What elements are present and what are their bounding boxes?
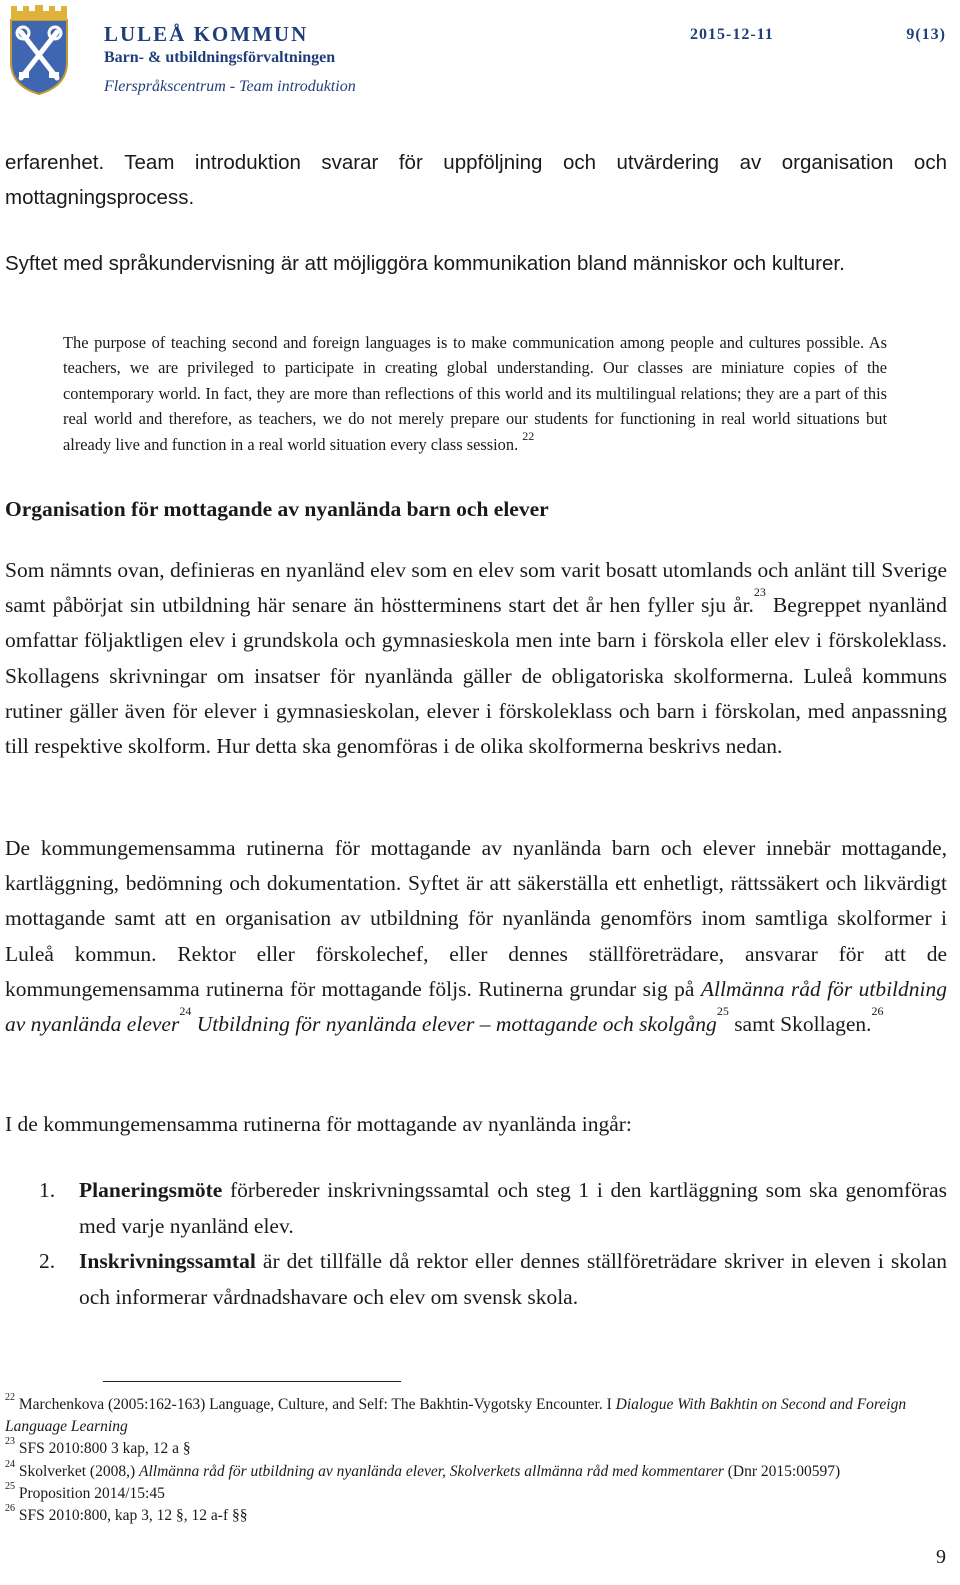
footnote-number: 22: [5, 1392, 15, 1403]
citation-title: Allmänna råd för utbildning av nyanlända elever: [5, 976, 947, 1037]
footnote: [5, 1505, 950, 1527]
footnote-text: Skolverket (2008,): [18, 1462, 139, 1480]
footnote-italic: Allmänna råd för utbildning av nyanlända elever, Skolverkets allmänna råd med kommentarer: [138, 1462, 724, 1480]
footnote-ref[interactable]: 25: [716, 1004, 729, 1019]
footnote-text: (Dnr 2015:00597): [723, 1462, 841, 1480]
quote-text: The purpose of teaching second and foreign languages is to make communication among people and cultures possible. As teachers, we are privileged to participate in creating global understanding. Our classes are miniature copies of the contemporary world. In fact, they are more than reflections of this world and its multilingual relations; they are a part of this real world and therefore, as teachers, we do not merely prepare our students for functioning in real world situations but already live and function in a real world situation every class session.: [63, 333, 887, 454]
footnotes: [5, 1394, 950, 1527]
paragraph-text: De kommungemensamma rutinerna för mottagande av nyanlända barn och elever innebär mottagande, kartläggning, bedömning och dokumentation. Syftet är att säkerställa ett enhetligt, rättssäkert och likvärdigt mottagande samt att en organisation av utbildning för nyanlända genomförs inom samtliga skolformer i Luleå kommun. Rektor eller förskolechef, eller dennes ställföreträdare, ansvarar för att de kommungemensamma rutinerna för mottagande följs. Rutinerna grundar sig på: [5, 836, 947, 1001]
footnote-ref[interactable]: 23: [753, 585, 766, 600]
list-number: 1.: [39, 1178, 56, 1202]
paragraph-continuation: erfarenhet. Team introduktion svarar för uppföljning och utvärdering av organisation och mottagningsprocess.: [5, 151, 947, 209]
footnote-number: 25: [5, 1480, 15, 1492]
unit-name: Flerspråkscentrum - Team introduktion: [104, 78, 356, 95]
paragraph-routines: [5, 831, 947, 1042]
luleå-kommun-coat-of-arms-logo: [5, 2, 73, 96]
citation-title: Utbildning för nyanlända elever – mottagande och skolgång: [196, 1012, 717, 1037]
document-date: 2015-12-11: [690, 26, 774, 43]
footnote: [5, 1438, 950, 1460]
list-item-term: Inskrivningssamtal: [79, 1249, 256, 1273]
footnote-ref[interactable]: 24: [179, 1004, 192, 1019]
list-item-term: Planeringsmöte: [79, 1178, 223, 1202]
list-item: [5, 1244, 947, 1315]
footnote-number: 26: [5, 1503, 15, 1515]
footnote-text: Marchenkova (2005:162-163) Language, Culture, and Self: The Bakhtin-Vygotsky Encounter. I: [18, 1396, 616, 1413]
paragraph-text: Begreppet nyanländ omfattar följaktligen elev i grundskola och gymnasieskola men inte barn i förskola eller elev i förskoleklass. Skollagens skrivningar om insatser för nyanlända gäller de obligatoriska skolformerna. Luleå kommuns rutiner gäller även för elever i gymnasieskolan, elever i förskoleklass och barn i förskolan, med anpassning till respektive skolform. Hur detta ska genomföras i de olika skolformerna beskrivs nedan.: [5, 593, 947, 759]
paragraph-text: Som nämnts ovan, definieras en nyanländ elev som en elev som varit bosatt utomlands och anlänt till Sverige samt påbörjat sin utbildning här senare än höstterminens start det år hen fyller sju år.: [5, 558, 947, 618]
page-counter: 9(13): [906, 26, 946, 43]
footnote-italic: Dialogue With Bakhtin on Second and Foreign Language Learning: [5, 1396, 907, 1436]
section-heading: Organisation för mottagande av nyanlända barn och elever: [5, 497, 549, 521]
footnote: [5, 1394, 950, 1438]
footnote-text: SFS 2010:800, kap 3, 12 §, 12 a-f §§: [18, 1507, 248, 1525]
list-item-text: är det tillfälle då rektor eller dennes ställföreträdare skriver in eleven i skolan och informerar vårdnadshavare och elev om svensk skola.: [79, 1249, 947, 1309]
page-number: 9: [936, 1546, 946, 1568]
org-name: LULEÅ KOMMUN: [104, 22, 309, 46]
list-item: [5, 1173, 947, 1244]
footnote: [5, 1458, 950, 1483]
department-name: Barn- & utbildningsförvaltningen: [104, 49, 336, 66]
list-item-text: förbereder inskrivningssamtal och steg 1 i den kartläggning som ska genomföras med varje nyanländ elev.: [79, 1178, 947, 1238]
paragraph-list-intro: I de kommungemensamma rutinerna för mottagande av nyanlända ingår:: [5, 1112, 632, 1136]
paragraph-text: samt Skollagen.: [728, 1012, 872, 1037]
list-number: 2.: [39, 1249, 56, 1273]
footnote-text: SFS 2010:800 3 kap, 12 a §: [18, 1440, 191, 1458]
block-quote: [63, 330, 887, 457]
paragraph-definition: [5, 553, 947, 764]
numbered-list: [5, 1173, 947, 1315]
footnote-number: 24: [5, 1458, 15, 1470]
footnote-separator: [103, 1381, 401, 1382]
paragraph-purpose: Syftet med språkundervisning är att möjliggöra kommunikation bland människor och kulturer.: [5, 252, 845, 275]
footnote-number: 23: [5, 1436, 15, 1448]
footnote-ref[interactable]: 22: [522, 428, 535, 443]
footnote-text: Proposition 2014/15:45: [18, 1484, 165, 1502]
footnote-ref[interactable]: 26: [871, 1004, 884, 1019]
footnote: [5, 1480, 950, 1505]
